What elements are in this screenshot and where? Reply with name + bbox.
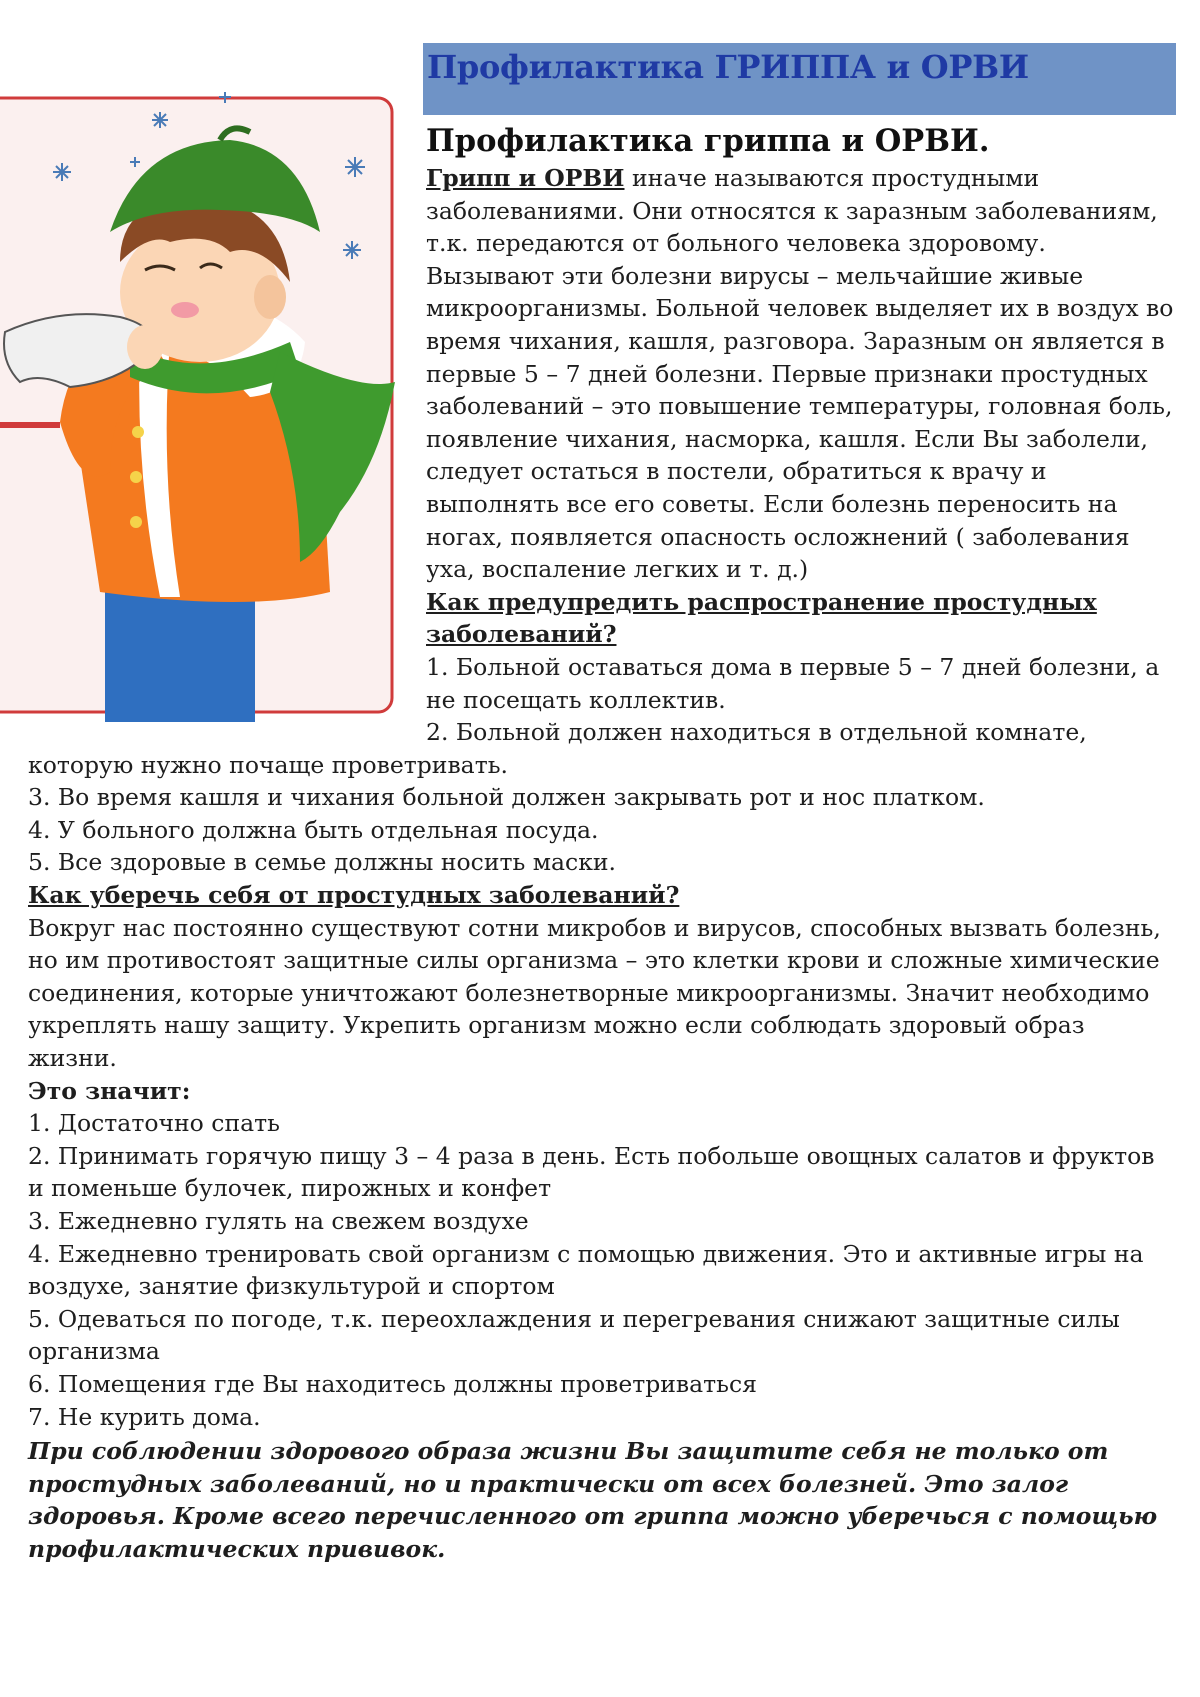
document-heading: Профилактика гриппа и ОРВИ.	[426, 123, 990, 159]
intro-text: иначе называются простудными заболеваниями. Они относятся к заразным заболеваниям, т.к. передаются от больного человека здоровому. Вызывают эти болезни вирусы – мельчайшие живые микроорганизмы. Больной человек выделяет их в воздух во время чихания, кашля, разговора. Заразным он является в первые 5 – 7 дней болезни. Первые признаки простудных заболеваний – это повышение температуры, головная боль, появление чихания, насморка, кашля. Если Вы заболели, следует остаться в постели, обратиться к врачу и выполнять все его советы. Если болезнь переносить на ногах, появляется опасность осложнений ( заболевания уха, воспаление легких и т. д.)	[426, 164, 1174, 584]
document-body	[28, 120, 1176, 1566]
illustration-spacer	[28, 120, 426, 734]
list-item: 1. Достаточно спать	[28, 1109, 280, 1138]
list-item: 3. Во время кашля и чихания больной должен закрывать рот и нос платком.	[28, 783, 985, 812]
page-title: Профилактика ГРИППА и ОРВИ	[427, 48, 1029, 86]
list-item: 5. Все здоровые в семье должны носить маски.	[28, 848, 617, 877]
list-item: 2. Принимать горячую пищу 3 – 4 раза в день. Есть побольше овощных салатов и фруктов и поменьше булочек, пирожных и конфет	[28, 1141, 1155, 1203]
title-banner	[423, 43, 1176, 115]
section2-paragraph: Вокруг нас постоянно существуют сотни микробов и вирусов, способных вызвать болезнь, но им противостоят защитные силы организма – это клетки крови и сложные химические соединения, которые уничтожают болезнетворные микроорганизмы. Значит необходимо укреплять нашу защиту. Укрепить организм можно если соблюдать здоровый образ жизни.	[28, 913, 1161, 1073]
section1-question: Как предупредить распространение простудных заболеваний?	[426, 587, 1097, 649]
list-item: 5. Одеваться по погоде, т.к. переохлаждения и перегревания снижают защитные силы организма	[28, 1304, 1120, 1366]
intro-term: Грипп и ОРВИ	[426, 164, 625, 192]
list-item: 4. У больного должна быть отдельная посуда.	[28, 815, 599, 844]
list-item: 1. Больной оставаться дома в первые 5 – 7 дней болезни, а не посещать коллектив.	[426, 652, 1160, 714]
conclusion-paragraph: При соблюдении здорового образа жизни Вы защитите себя не только от простудных заболеваний, но и практически от всех болезней. Это залог здоровья. Кроме всего перечисленного от гриппа можно уберечься с помощью профилактических прививок.	[28, 1437, 1158, 1563]
section2-subheading: Это значит:	[28, 1076, 191, 1105]
list-item: 4. Ежедневно тренировать свой организм с помощью движения. Это и активные игры на воздухе, занятие физкультурой и спортом	[28, 1239, 1144, 1301]
list-item: 3. Ежедневно гулять на свежем воздухе	[28, 1207, 529, 1235]
section2-question: Как уберечь себя от простудных заболеваний?	[28, 881, 680, 910]
list-item: 2. Больной должен находиться в отдельной комнате, которую нужно почаще проветривать.	[28, 718, 1087, 779]
list-item: 6. Помещения где Вы находитесь должны проветриваться	[28, 1369, 757, 1398]
list-item: 7. Не курить дома.	[28, 1402, 261, 1431]
